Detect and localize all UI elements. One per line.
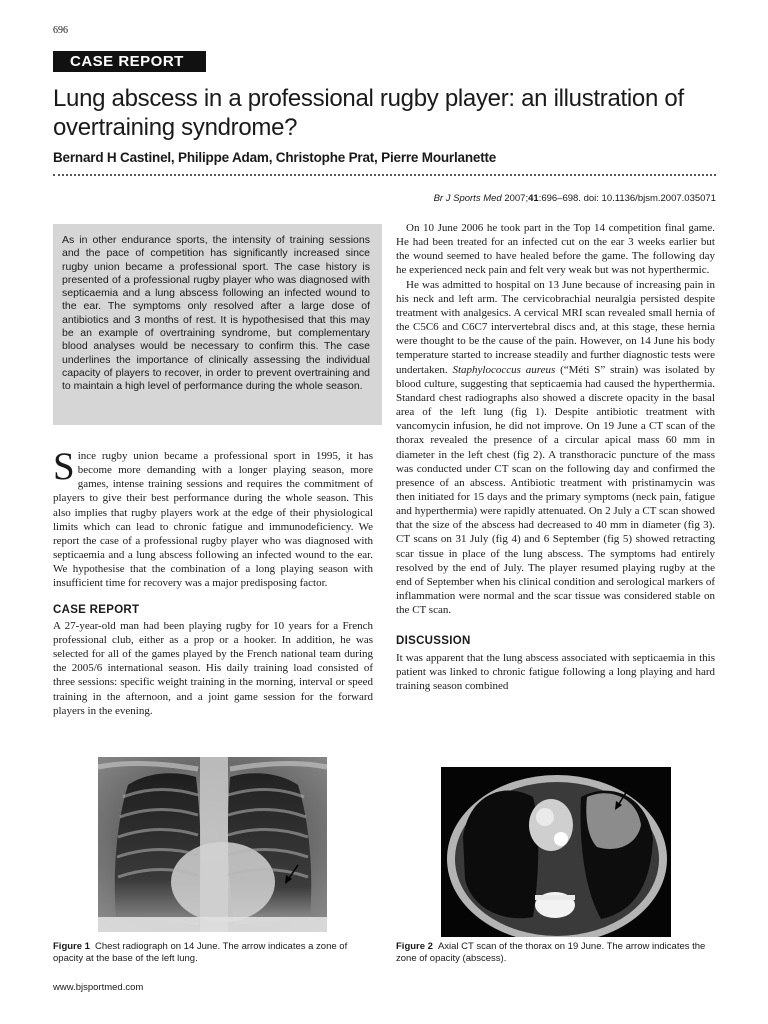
right-paragraph-1: On 10 June 2006 he took part in the Top 14 competition final game. He had been treated for an infected cut on the ear 3 weeks earlier but the wound seemed to have healed before the game. The following day he experienced neck pain and felt very weak but was not hyperthermic. — [396, 222, 715, 277]
figure-1-label: Figure 1 — [53, 941, 90, 952]
section-banner: CASE REPORT — [53, 51, 206, 72]
right-paragraph-2 — [396, 278, 715, 618]
author-list: Bernard H Castinel, Philippe Adam, Christophe Prat, Pierre Mourlanette — [53, 150, 497, 165]
case-report-heading: CASE REPORT — [53, 603, 140, 616]
right-column — [396, 221, 715, 693]
ct-scan-image — [441, 767, 671, 937]
citation-journal: Br J Sports Med — [433, 193, 502, 204]
organism-name: Staphylococcus aureus — [452, 363, 556, 376]
title-divider — [53, 174, 716, 176]
page-number: 696 — [53, 25, 68, 36]
figure-2-caption — [396, 941, 716, 964]
citation-year: 2007; — [504, 193, 529, 204]
citation-pages-doi: :696–698. doi: 10.1136/bjsm.2007.035071 — [538, 193, 716, 204]
citation-volume: 41 — [528, 193, 539, 204]
right-paragraph-2a: He was admitted to hospital on 13 June because of increasing pain in his neck and left arm. The cervicobrachial neuralgia persisted despite treatment with analgesics. A cervical MRI scan revealed small hernia of the C5C6 and C6C7 intervertebral discs and, at this stage, these hernia were thought to be the cause of the pain. However, on 14 June his body temperature started to increase steadily and further diagnostic tests were undertaken. — [396, 278, 715, 376]
drop-cap: S — [53, 445, 75, 488]
discussion-paragraph: It was apparent that the lung abscess associated with septicaemia in this patient was linked to chronic fatigue following a long playing and hard training season combined — [396, 651, 715, 692]
citation — [434, 193, 716, 204]
chest-radiograph-image — [98, 757, 327, 932]
left-column — [53, 445, 373, 718]
case-report-paragraph: A 27-year-old man had been playing rugby for 10 years for a French professional club, either as a prop or a hooker. In addition, he was selected for all of the games played by the French national team during the 2005/6 international season. His daily training load consisted of three sessions: specific weight training in the morning, interval or speed training in the afternoon, and a joint game session for the forward players in the evening. — [53, 619, 373, 717]
figure-2-caption-text: Axial CT scan of the thorax on 19 June. The arrow indicates the zone of opacity (abscess). — [396, 941, 706, 964]
figure-1-caption-text: Chest radiograph on 14 June. The arrow indicates a zone of opacity at the base of the left lung. — [53, 941, 348, 964]
discussion-heading: DISCUSSION — [396, 635, 471, 648]
article-title: Lung abscess in a professional rugby player: an illustration of overtraining syndrome? — [53, 85, 684, 141]
intro-text: ince rugby union became a professional sport in 1995, it has become more demanding with a longer playing season, more games, intense training sessions and requires the commitment of players to give their best performance during the whole season. This also implies that rugby players work at the edge of their physiological limits which can lead to chronic fatigue and immunodeficiency. We report the case of a professional rugby player who was diagnosed with septicaemia and a lung abscess following an infected wound to the ear. We hypothesise that the combination of a long playing season with insufficient time for recovery was a major predisposing factor. — [53, 450, 373, 590]
figure-1-caption — [53, 941, 373, 964]
right-paragraph-2b: (“Méti S” strain) was isolated by blood culture, suggesting that septicaemia had caused the hyperthermia. Standard chest radiographs also showed a discrete opacity in the basal area of the left lung (fig 1). Despite antibiotic treatment with vancomycin infusion, he did not improve. On 19 June a CT scan of the thorax revealed the presence of a circular apical mass 60 mm in diameter in the left chest (fig 2). A transthoracic puncture of the mass was conducted under CT scan on the following day and confirmed the presence of an abscess. Antibiotic treatment with pristinamycin was then initiated for 15 days and the primary symptoms (neck pain, fatigue and hyperthermia) were rapidly attenuated. On 2 July a CT scan showed that the size of the abscess had decreased to 40 mm in diameter (fig 3). CT scans on 31 July (fig 4) and 6 September (fig 5) showed retracting scar tissue in place of the lung abscess. The symptoms had entirely resolved by the end of July. The player resumed playing rugby at the end of September when his clinical condition and serological markers of inflammation were normal and the scar tissue was considered stable on the CT scan. — [396, 363, 716, 617]
figure-2-label: Figure 2 — [396, 941, 433, 952]
journal-website-link[interactable]: www.bjsportmed.com — [53, 982, 144, 993]
abstract-box: As in other endurance sports, the intensity of training sessions and the pace of competition has significantly increased since rugby union became a professional sport. The case history is presented of a professional rugby player who was diagnosed with septicaemia and a lung abscess following an infected wound to the ear. The symptoms only resolved after a large dose of antibiotics and 3 months of rest. It is hypothesised that this may be an example of overtraining syndrome, but complementary blood analyses would be necessary to confirm this. The case underlines the importance of clinically assessing the individual capacity of players to recover, in order to prevent overtraining and to maintain a high level of performance during the whole season. — [53, 224, 382, 425]
intro-paragraph — [53, 445, 373, 591]
